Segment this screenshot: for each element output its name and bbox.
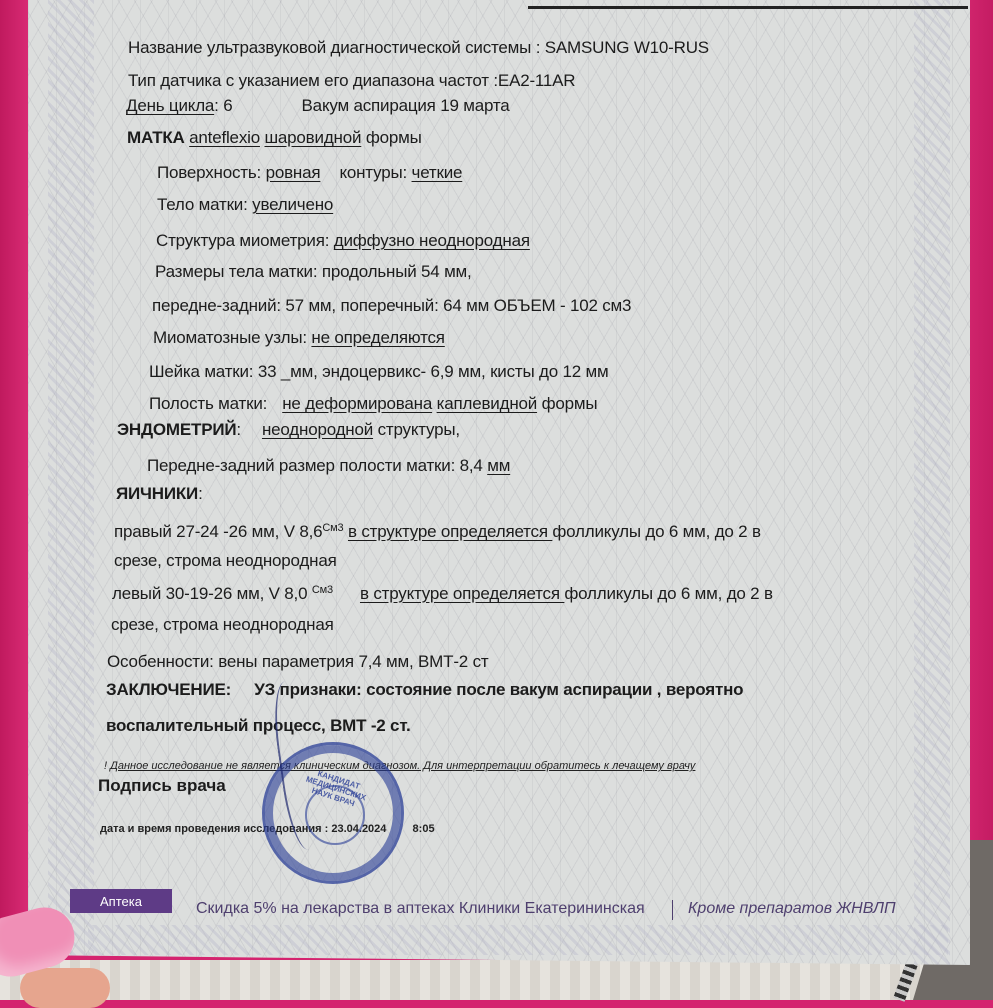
conclusion-text-1: УЗ признаки: состояние после вакум аспирации , вероятно xyxy=(254,680,744,699)
exam-date-value: : 23.04.2024 xyxy=(324,823,387,835)
cavity-value-2: каплевидной xyxy=(436,394,538,413)
size-line-2: передне-задний: 57 мм, поперечный: 64 мм ОБЪЕМ - 102 см3 xyxy=(152,296,632,315)
body-label: Тело матки: xyxy=(157,195,248,214)
uterus-position: anteflexio xyxy=(189,128,260,147)
disclaimer: ! Данное исследование не является клиническим диагнозом. Для интерпретации обратитесь к лечащему врачу xyxy=(104,760,696,772)
endometrium-structure: неоднородной xyxy=(261,420,374,439)
endometrium-colon: : xyxy=(236,420,241,439)
paper-border-left xyxy=(48,0,94,965)
endometrium-ap-unit: мм xyxy=(487,456,511,475)
exam-time-value: 8:05 xyxy=(412,823,435,835)
uterus-heading: МАТКА xyxy=(127,128,185,147)
uterus-shape: шаровидной xyxy=(264,128,362,147)
disclaimer-text: Данное исследование не является клиническим диагнозом. Для интерпретации обратитесь к лечащему врачу xyxy=(110,760,696,772)
endometrium-heading: ЭНДОМЕТРИЙ xyxy=(117,420,237,439)
left-ovary-line-2: срезе, строма неоднородная xyxy=(111,615,334,634)
contours-value: четкие xyxy=(411,163,463,182)
exam-date-label: дата и время проведения исследования xyxy=(100,823,322,835)
left-ovary-size: левый 30-19-26 мм, V 8,0 xyxy=(112,584,308,603)
body-value: увеличено xyxy=(252,195,334,214)
cycle-day-line xyxy=(126,96,510,116)
right-ovary-line-2: срезе, строма неоднородная xyxy=(114,551,337,570)
uterus-shape-suffix: формы xyxy=(365,128,422,147)
surface-label: Поверхность: xyxy=(157,163,262,182)
right-ovary-follicles: фолликулы до 6 мм, до 2 в xyxy=(552,522,761,541)
system-line: Название ультразвуковой диагностической системы : SAMSUNG W10-RUS xyxy=(128,38,709,57)
ovaries-heading-line xyxy=(116,484,203,504)
left-ovary-structure: в структуре определяется xyxy=(359,584,565,603)
right-ovary-line xyxy=(114,522,761,542)
cycle-day-label: День цикла xyxy=(126,96,215,115)
background-surface xyxy=(0,960,993,1000)
cavity-line xyxy=(149,394,597,414)
pharmacy-discount-text: Скидка 5% на лекарства в аптеках Клиники Екатерининская xyxy=(196,900,645,917)
conclusion-line-1 xyxy=(106,680,743,700)
pharmacy-note: Кроме препаратов ЖНВЛП xyxy=(688,900,896,917)
pharmacy-separator xyxy=(672,900,673,920)
paper-border-right xyxy=(914,0,950,965)
cavity-value-1: не деформирована xyxy=(282,394,433,413)
cervix-line: Шейка матки: 33 _мм, эндоцервикс- 6,9 мм, кисты до 12 мм xyxy=(149,362,609,381)
endometrium-line xyxy=(117,420,460,440)
conclusion-line-2: воспалительный процесс, ВМТ -2 ст. xyxy=(106,716,411,735)
surface-line xyxy=(157,163,462,183)
left-ovary-follicles: фолликулы до 6 мм, до 2 в xyxy=(564,584,773,603)
myometrium-line xyxy=(156,231,530,251)
endometrium-ap-label: Передне-задний размер полости матки: 8,4 xyxy=(147,456,483,475)
endometrium-ap-line xyxy=(147,456,510,476)
myoma-value: не определяются xyxy=(311,328,445,347)
vacuum-aspiration: Вакум аспирация 19 марта xyxy=(301,96,510,115)
cavity-label: Полость матки: xyxy=(149,394,268,413)
features-line: Особенности: вены параметрия 7,4 мм, ВМТ-2 ст xyxy=(107,652,489,671)
body-line xyxy=(157,195,333,215)
ovaries-colon: : xyxy=(198,484,203,503)
uterus-line xyxy=(127,128,422,148)
myometrium-value: диффузно неоднородная xyxy=(333,231,530,250)
right-ovary-structure: в структуре определяется xyxy=(347,522,553,541)
stamp-text: КАНДИДАТ МЕДИЦИНСКИХ НАУК ВРАЧ xyxy=(304,768,368,809)
contours-label: контуры: xyxy=(339,163,407,182)
endometrium-structure-suffix: структуры, xyxy=(377,420,460,439)
right-ovary-unit: См3 xyxy=(322,522,344,534)
surface-value: ровная xyxy=(265,163,321,182)
pharmacy-badge: Аптека xyxy=(70,889,172,913)
conclusion-heading: ЗАКЛЮЧЕНИЕ: xyxy=(106,680,232,699)
ovaries-heading: ЯИЧНИКИ xyxy=(116,484,199,503)
left-ovary-unit: См3 xyxy=(311,584,333,596)
myometrium-label: Структура миометрия: xyxy=(156,231,330,250)
paper-border-bottom xyxy=(88,925,948,955)
probe-line: Тип датчика с указанием его диапазона частот :EA2-11AR xyxy=(128,71,576,90)
left-ovary-line xyxy=(112,584,773,604)
myoma-line xyxy=(153,328,445,348)
myoma-label: Миоматозные узлы: xyxy=(153,328,307,347)
top-rule xyxy=(528,6,968,9)
right-ovary-size: правый 27-24 -26 мм, V 8,6 xyxy=(114,522,323,541)
cavity-suffix: формы xyxy=(541,394,598,413)
doctor-signature-label: Подпись врача xyxy=(98,776,226,795)
size-line-1: Размеры тела матки: продольный 54 мм, xyxy=(155,262,472,281)
hand xyxy=(20,968,110,1008)
cycle-day-value: : 6 xyxy=(214,96,233,115)
